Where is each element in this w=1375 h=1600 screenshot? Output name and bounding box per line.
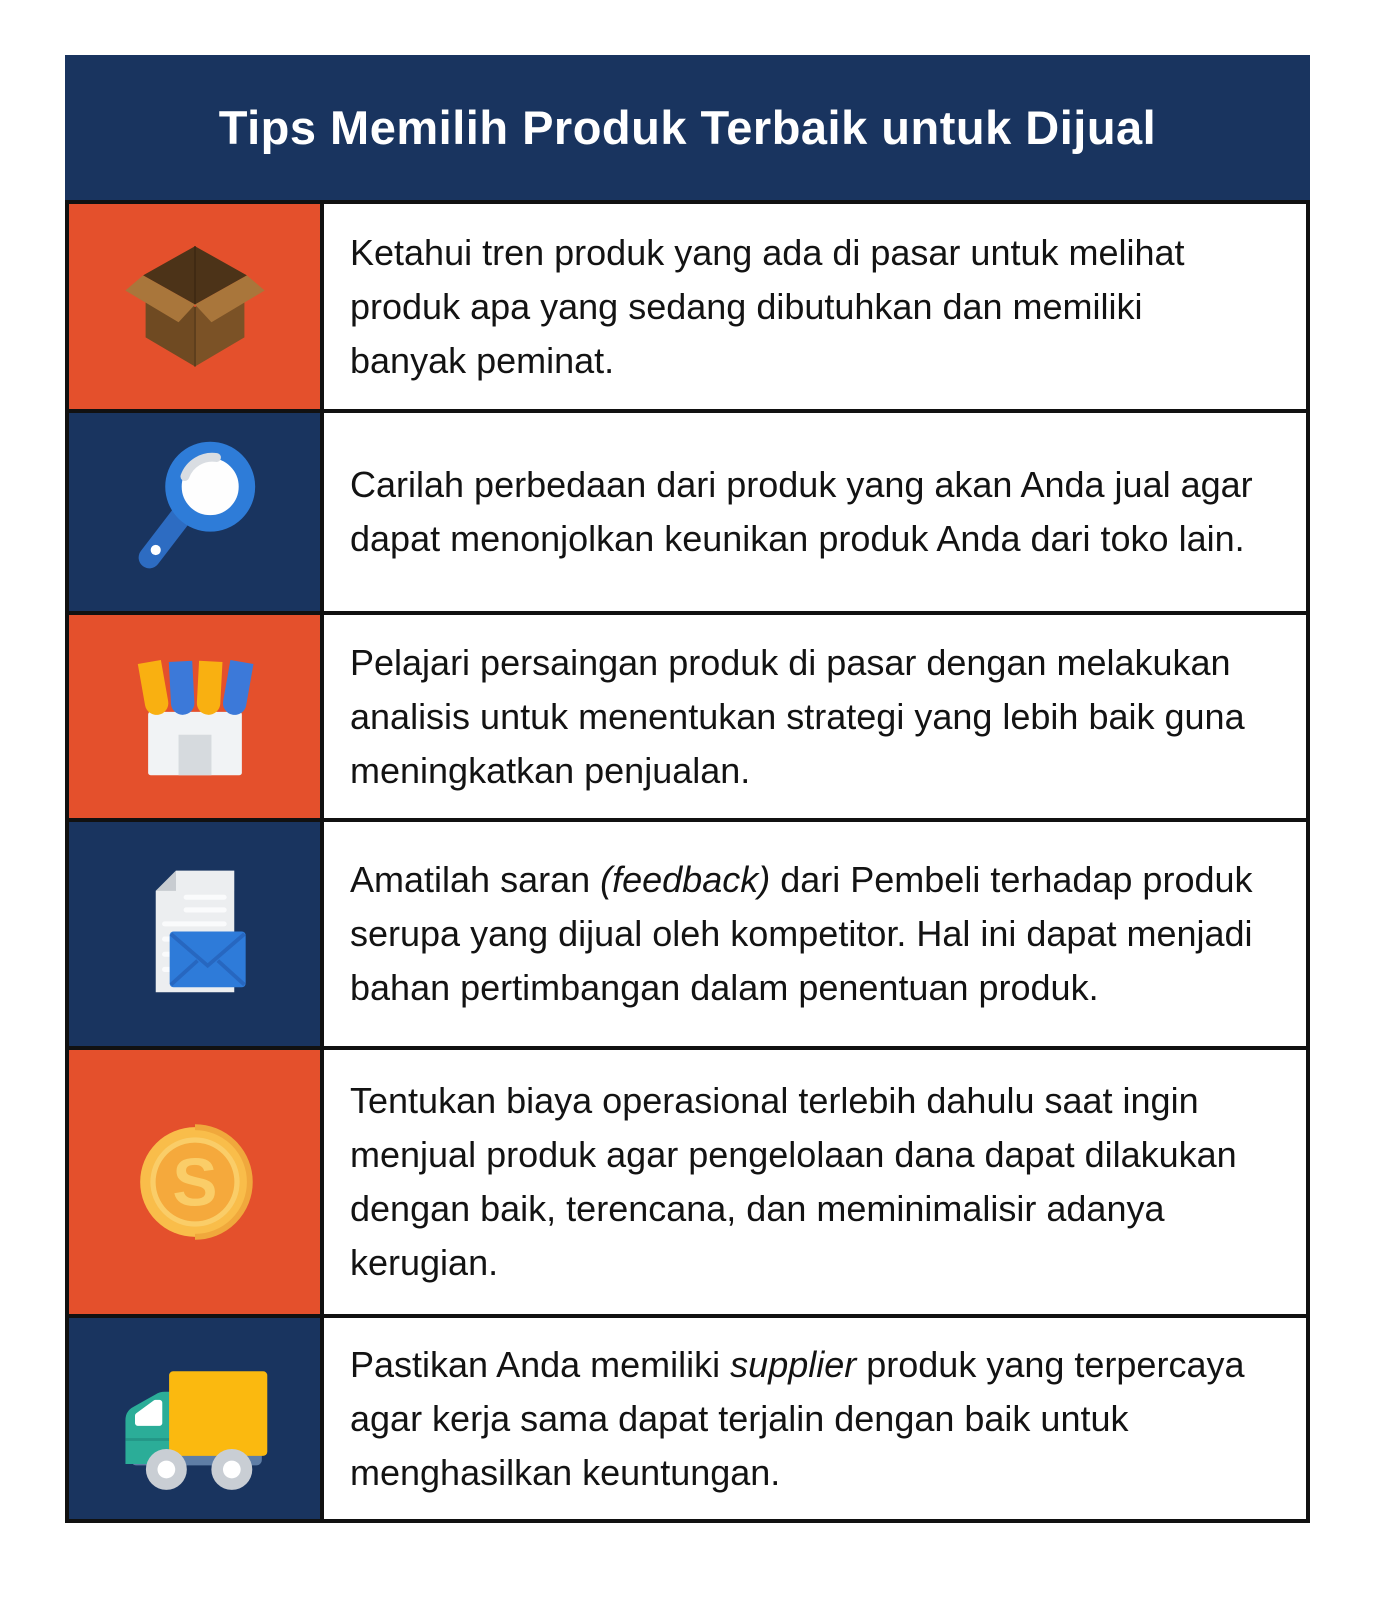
icon-cell [69,1318,324,1519]
tip-text-cell [324,1050,1306,1314]
open-box-icon [119,231,271,383]
tip-text: Amatilah saran (feedback) dari Pembeli terhadap produk serupa yang dijual oleh kompetitor. Hal ini dapat menjadi bahan pertimbangan dalam penentuan produk. [350,859,1253,1008]
tip-text-cell [324,615,1306,818]
tip-row-4 [65,822,1310,1050]
icon-cell [69,413,324,611]
tip-text: Carilah perbedaan dari produk yang akan Anda jual agar dapat menonjolkan keunikan produk Anda dari toko lain. [350,464,1253,559]
tip-text-cell [324,822,1306,1046]
tip-text-cell [324,1318,1306,1519]
title-bar [65,55,1310,200]
infographic-board [65,55,1310,1523]
page-title: Tips Memilih Produk Terbaik untuk Dijual [218,101,1157,154]
tip-row-2 [65,413,1310,615]
tip-text: Ketahui tren produk yang ada di pasar untuk melihat produk apa yang sedang dibutuhkan dan memiliki banyak peminat. [350,231,1185,381]
tip-row-1 [65,200,1310,413]
coin-icon [125,1112,265,1252]
truck-icon [106,1344,284,1494]
tip-text: Tentukan biaya operasional terlebih dahulu saat ingin menjual produk agar pengelolaan dana dapat dilakukan dengan baik, terencana, dan meminimalisir adanya kerugian. [350,1080,1237,1283]
document-mail-icon [119,858,271,1010]
tip-text-cell [324,413,1306,611]
tips-table [65,200,1310,1523]
tip-text-cell [324,204,1306,409]
icon-cell [69,1050,324,1314]
tip-row-5 [65,1050,1310,1318]
icon-cell [69,204,324,409]
storefront-icon [119,641,271,793]
tip-text: Pastikan Anda memiliki supplier produk yang terpercaya agar kerja sama dapat terjalin dengan baik untuk menghasilkan keuntungan. [350,1343,1245,1493]
svg-text:S: S [171,1145,218,1221]
tip-row-6 [65,1318,1310,1523]
icon-cell [69,822,324,1046]
icon-cell [69,615,324,818]
tip-row-3 [65,615,1310,822]
tip-text: Pelajari persaingan produk di pasar dengan melakukan analisis untuk menentukan strategi yang lebih baik guna meningkatkan penjualan. [350,641,1245,791]
magnifier-icon [119,436,271,588]
